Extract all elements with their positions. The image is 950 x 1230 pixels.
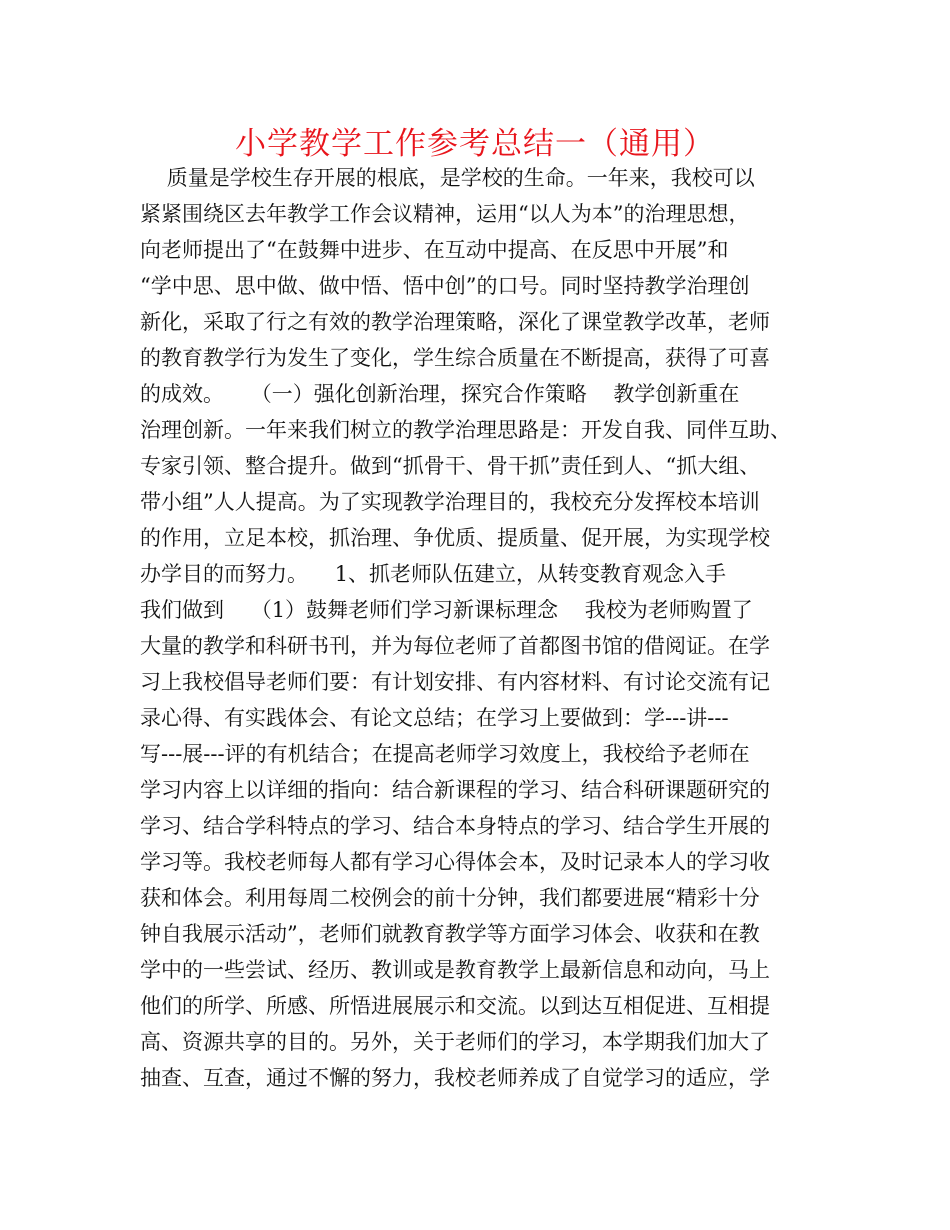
body-line: 录心得、有实践体会、有论文总结；在学习上要做到：学---讲---: [140, 706, 729, 730]
body-line: 钟自我展示活动”，老师们就教育教学等方面学习体会、收获和在教: [140, 922, 760, 946]
document-body: [140, 160, 830, 1096]
body-line: 专家引领、整合提升。做到“抓骨干、骨干抓”责任到人、“抓大组、: [140, 454, 761, 478]
body-line: 质量是学校生存开展的根底，是学校的生命。一年来，我校可以: [140, 166, 755, 190]
body-line: 的成效。 （一）强化创新治理，探究合作策略 教学创新重在: [140, 382, 740, 406]
body-line: 学中的一些尝试、经历、教训或是教育教学上最新信息和动向，马上: [140, 958, 770, 982]
body-line: 新化，采取了行之有效的教学治理策略，深化了课堂教学改革，老师: [140, 310, 770, 334]
body-line: 他们的所学、所感、所悟进展展示和交流。以到达互相促进、互相提: [140, 994, 770, 1018]
body-line: 习上我校倡导老师们要：有计划安排、有内容材料、有讨论交流有记: [140, 670, 770, 694]
body-line: 抽查、互查，通过不懈的努力，我校老师养成了自觉学习的适应，学: [140, 1066, 770, 1090]
body-line: 写---展---评的有机结合；在提高老师学习效度上，我校给予老师在: [140, 742, 750, 766]
body-line: 治理创新。一年来我们树立的教学治理思路是：开发自我、同伴互助、: [140, 418, 791, 442]
body-line: 学习等。我校老师每人都有学习心得体会本，及时记录本人的学习收: [140, 850, 770, 874]
document-title: 小学教学工作参考总结一（通用）: [235, 126, 715, 162]
body-line: 获和体会。利用每周二校例会的前十分钟，我们都要进展“精彩十分: [140, 886, 760, 910]
body-line: 办学目的而努力。 1、抓老师队伍建立，从转变教育观念入手: [140, 562, 727, 586]
body-line: 高、资源共享的目的。另外，关于老师们的学习，本学期我们加大了: [140, 1030, 770, 1054]
body-line: 的作用，立足本校，抓治理、争优质、提质量、促开展，为实现学校: [140, 526, 770, 550]
body-line: 学习、结合学科特点的学习、结合本身特点的学习、结合学生开展的: [140, 814, 770, 838]
body-line: 的教育教学行为发生了变化，学生综合质量在不断提高，获得了可喜: [140, 346, 770, 370]
body-line: “学中思、思中做、做中悟、悟中创”的口号。同时坚持教学治理创: [140, 274, 750, 298]
body-line: 学习内容上以详细的指向：结合新课程的学习、结合科研课题研究的: [140, 778, 770, 802]
body-line: 带小组”人人提高。为了实现教学治理目的，我校充分发挥校本培训: [140, 490, 760, 514]
body-line: 我们做到 （1）鼓舞老师们学习新课标理念 我校为老师购置了: [140, 598, 753, 622]
body-line: 大量的教学和科研书刊，并为每位老师了首都图书馆的借阅证。在学: [140, 634, 770, 658]
body-line: 向老师提出了“在鼓舞中进步、在互动中提高、在反思中开展”和: [140, 238, 729, 262]
body-line: 紧紧围绕区去年教学工作会议精神，运用“以人为本”的治理思想，: [140, 202, 750, 226]
